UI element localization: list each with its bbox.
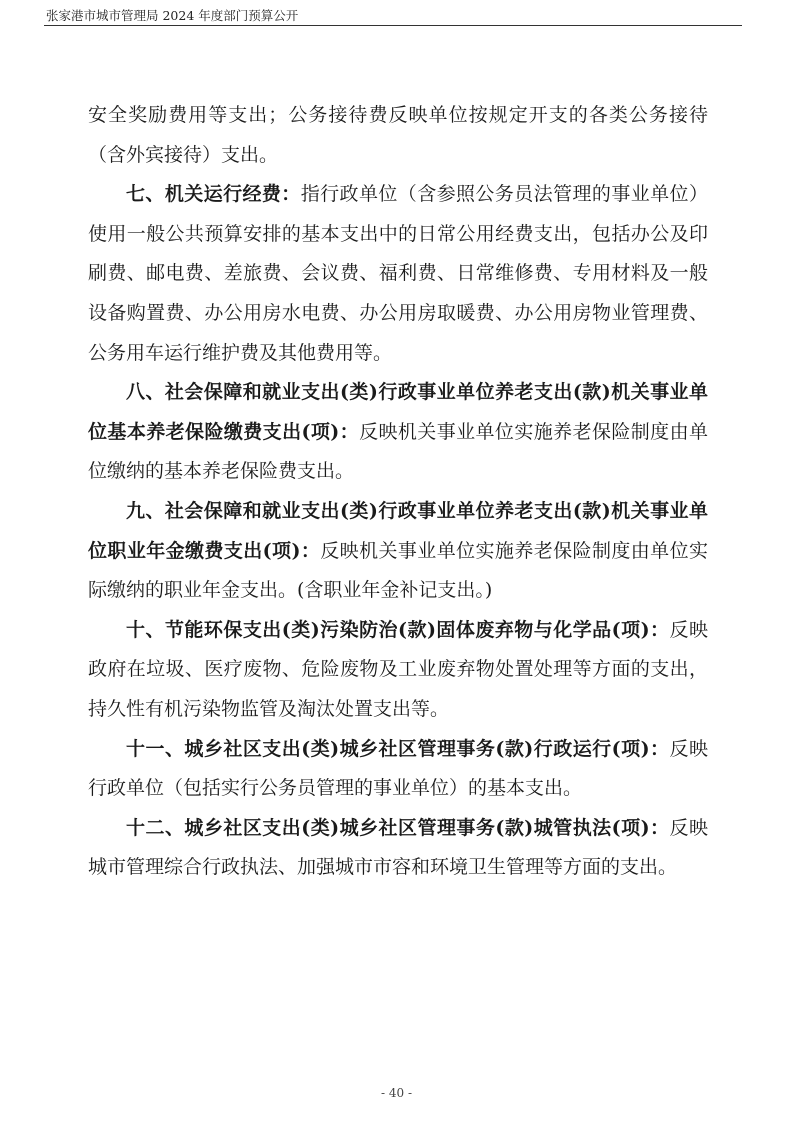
paragraph-heading: 十一、城乡社区支出(类)城乡社区管理事务(款)行政运行(项)： bbox=[126, 737, 670, 760]
paragraph-heading: 十、节能环保支出(类)污染防治(款)固体废弃物与化学品(项)： bbox=[126, 618, 670, 641]
paragraph-heading: 七、机关运行经费： bbox=[126, 183, 301, 206]
paragraph-text: 反映政府在垃圾、医疗废物、危险废物及工业废弃物处置处理等方面的支出，持久性有机污染物监管及淘汰处置支出等。 bbox=[88, 618, 708, 720]
paragraph-text: 反映行政单位（包括实行公务员管理的事业单位）的基本支出。 bbox=[88, 737, 708, 800]
paragraph-item-9 bbox=[88, 492, 708, 611]
paragraph-text: 反映城市管理综合行政执法、加强城市市容和环境卫生管理等方面的支出。 bbox=[88, 816, 708, 879]
paragraph-item-10 bbox=[88, 611, 708, 730]
paragraph-continuation bbox=[88, 96, 708, 175]
paragraph-item-11 bbox=[88, 730, 708, 809]
paragraph-heading: 八、社会保障和就业支出(类)行政事业单位养老支出(款)机关事业单位基本养老保险缴费支出(项)： bbox=[88, 381, 708, 443]
paragraph-item-7 bbox=[88, 175, 708, 373]
paragraph-text: 反映机关事业单位实施养老保险制度由单位缴纳的基本养老保险费支出。 bbox=[88, 420, 708, 483]
page-header: 张家港市城市管理局 2024 年度部门预算公开 bbox=[46, 8, 299, 23]
paragraph-item-8 bbox=[88, 373, 708, 492]
page-number: - 40 - bbox=[380, 1086, 412, 1100]
paragraph-text: 安全奖励费用等支出；公务接待费反映单位按规定开支的各类公务接待（含外宾接待）支出。 bbox=[88, 104, 708, 166]
paragraph-item-12 bbox=[88, 809, 708, 888]
paragraph-text: 反映机关事业单位实施养老保险制度由单位实际缴纳的职业年金支出。(含职业年金补记支出。) bbox=[88, 539, 708, 602]
paragraph-heading: 十二、城乡社区支出(类)城乡社区管理事务(款)城管执法(项)： bbox=[126, 816, 670, 839]
paragraph-heading: 九、社会保障和就业支出(类)行政事业单位养老支出(款)机关事业单位职业年金缴费支出(项)： bbox=[88, 499, 708, 562]
header-divider bbox=[44, 25, 742, 26]
document-body bbox=[88, 96, 708, 888]
paragraph-text: 指行政单位（含参照公务员法管理的事业单位）使用一般公共预算安排的基本支出中的日常公用经费支出，包括办公及印刷费、邮电费、差旅费、会议费、福利费、日常维修费、专用材料及一般设备购置费、办公用房水电费、办公用房取暖费、办公用房物业管理费、公务用车运行维护费及其他费用等。 bbox=[88, 183, 708, 364]
